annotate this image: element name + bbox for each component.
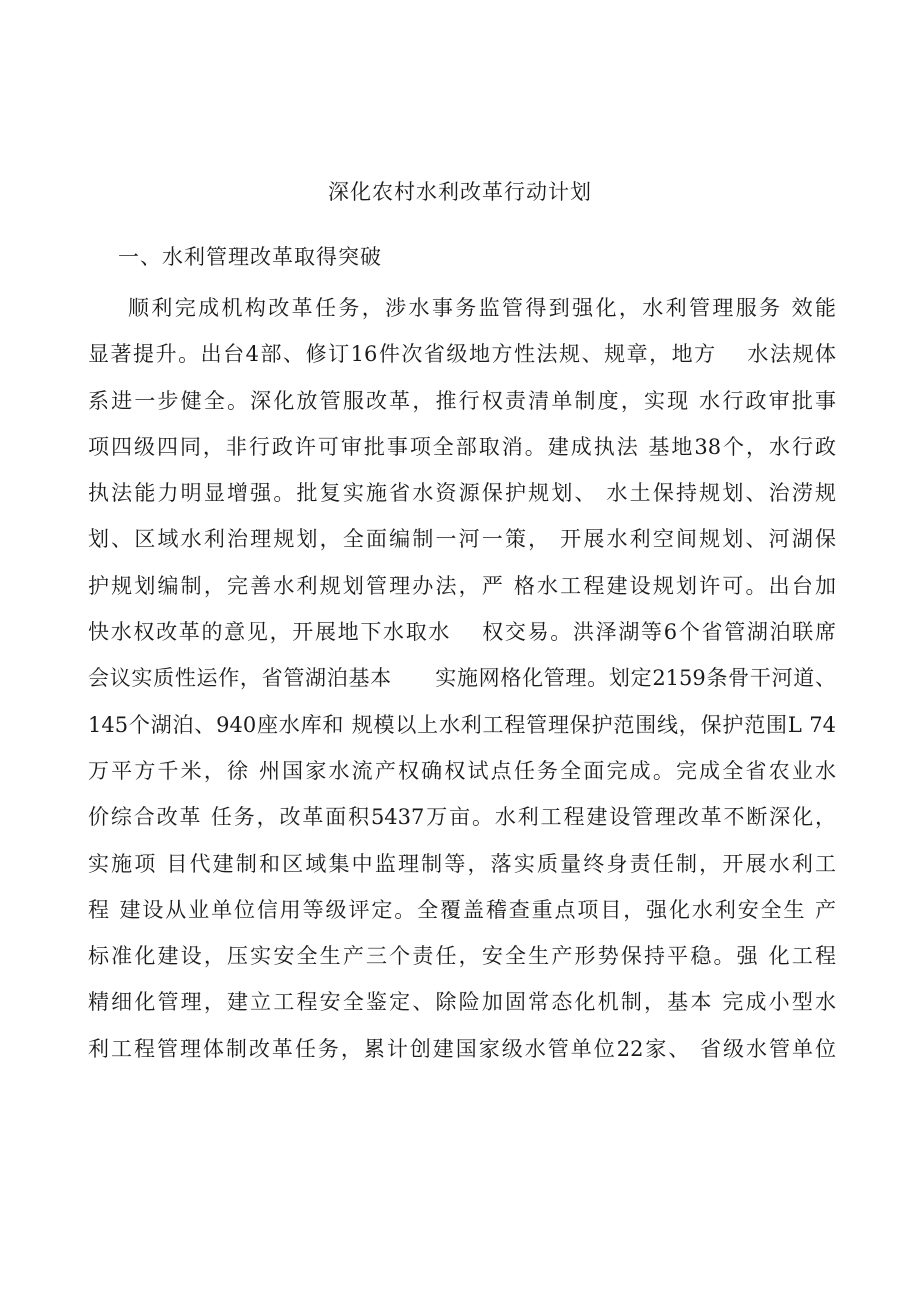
paragraph-line: 系进一步健全。深化放管服改革，推行权责清单制度，实现 水行政审批事	[88, 388, 836, 413]
section-heading: 一、水利管理改革取得突破	[118, 245, 382, 269]
body-paragraph	[88, 288, 836, 1075]
paragraph-line: 精细化管理，建立工程安全鉴定、除险加固常态化机制，基本 完成小型水	[88, 990, 836, 1015]
paragraph-line: 程 建设从业单位信用等级评定。全覆盖稽查重点项目，强化水利安全生 产	[88, 897, 836, 922]
paragraph-line: 会议实质性运作，省管湖泊基本 实施网格化管理。划定2159条骨干河道、	[88, 666, 836, 691]
paragraph-line: 145个湖泊、940座水库和 规模以上水利工程管理保护范围线，保护范围L 74	[88, 712, 836, 737]
paragraph-line: 利工程管理体制改革任务，累计创建国家级水管单位22家、 省级水管单位	[88, 1036, 836, 1061]
paragraph-line: 项四级四同，非行政许可审批事项全部取消。建成执法 基地38个，水行政	[88, 434, 836, 459]
paragraph-line: 显著提升。出台4部、修订16件次省级地方性法规、规章，地方 水法规体	[88, 342, 836, 367]
paragraph-line: 护规划编制，完善水利规划管理办法，严 格水工程建设规划许可。出台加	[88, 573, 836, 598]
paragraph-line: 价综合改革 任务，改革面积5437万亩。水利工程建设管理改革不断深化，	[88, 805, 836, 830]
paragraph-line: 标准化建设，压实安全生产三个责任，安全生产形势保持平稳。强 化工程	[88, 944, 836, 969]
paragraph-line: 实施项 目代建制和区域集中监理制等，落实质量终身责任制，开展水利工	[88, 851, 836, 876]
paragraph-line: 执法能力明显增强。批复实施省水资源保护规划、 水土保持规划、治涝规	[88, 481, 836, 506]
paragraph-line: 划、区域水利治理规划，全面编制一河一策， 开展水利空间规划、河湖保	[88, 527, 836, 552]
document-title: 深化农村水利改革行动计划	[328, 180, 592, 204]
paragraph-line: 万平方千米，徐 州国家水流产权确权试点任务全面完成。完成全省农业水	[88, 758, 836, 783]
paragraph-line: 顺利完成机构改革任务，涉水事务监管得到强化，水利管理服务 效能	[128, 296, 836, 320]
paragraph-line: 快水权改革的意见，开展地下水取水 权交易。洪泽湖等6个省管湖泊联席	[88, 620, 836, 645]
